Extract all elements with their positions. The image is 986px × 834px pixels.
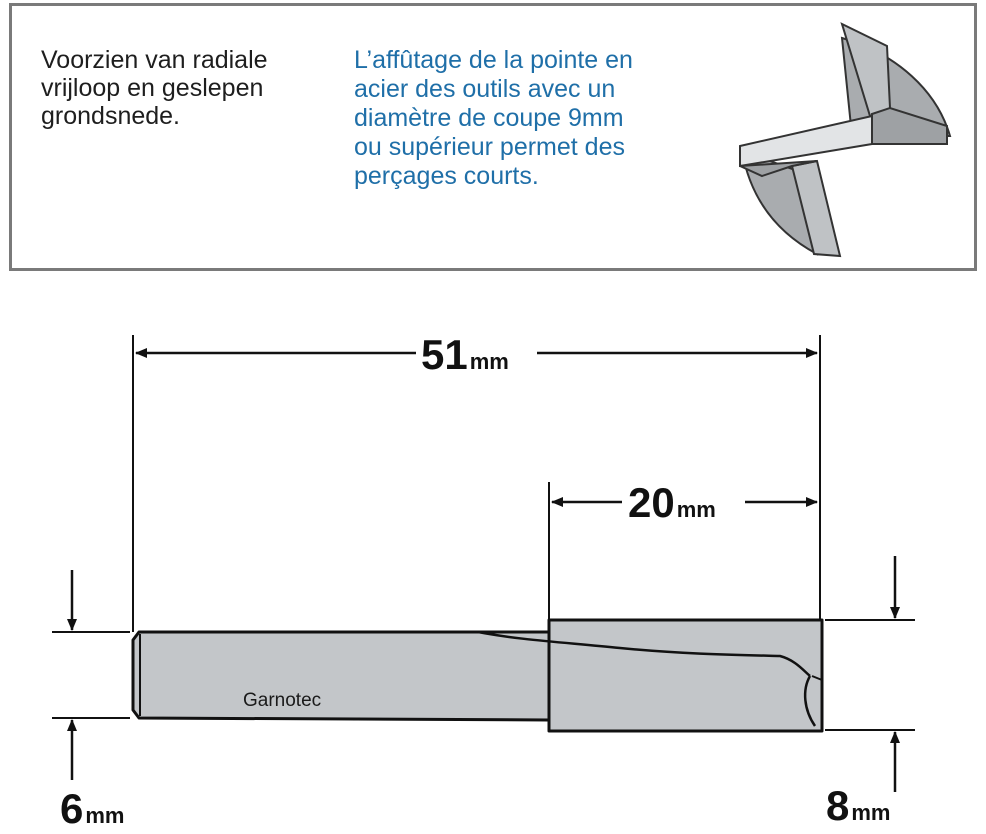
- brand-label: Garnotec: [243, 690, 322, 711]
- description-nl: Voorzien van radiale vrijloop en geslepen grondsnede.: [41, 46, 268, 130]
- router-bit: [133, 620, 822, 731]
- shank-diameter-label: 6mm: [60, 785, 125, 832]
- cutting-length-label: 20mm: [628, 479, 716, 526]
- cutting-diameter-label: 8mm: [826, 782, 891, 829]
- description-fr: L’affûtage de la pointe en acier des outils avec un diamètre de coupe 9mm ou supérieur permet des perçages courts.: [354, 46, 633, 190]
- total-length-label: 51mm: [421, 331, 509, 378]
